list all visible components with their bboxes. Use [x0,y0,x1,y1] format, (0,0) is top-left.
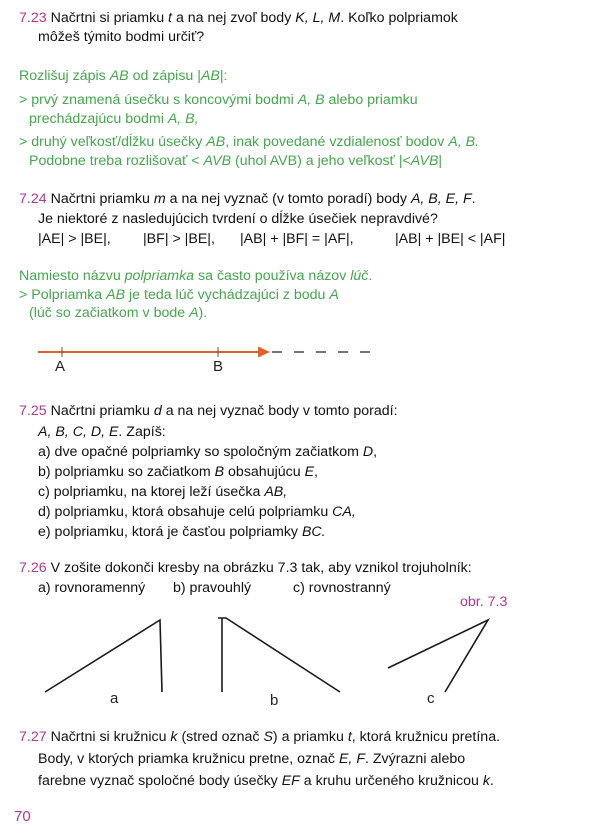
point-b-label: B [213,358,224,375]
exercise-7-25-item-d: d) polpriamku, ktorá obsahuje celú polpriamku CA, [38,504,356,520]
exercise-number: 7.27 [19,729,47,745]
figure-a-label: a [110,690,119,707]
exercise-7-25-line-2: A, B, C, D, E. Zapíš: [38,424,166,440]
exercise-7-24-line-1: 7.24 Načrtni priamku m a na nej vyznač (v tomto poradí) body A, B, E, F. [19,191,476,207]
note-segment-line-1: Rozlišuj zápis AB od zápisu |AB|: [19,68,228,84]
option-isosceles: a) rovnoramenný [38,580,146,596]
figure-b-label: b [270,692,279,709]
note-segment-line-2: > prvý znamená úsečku s koncovými bodmi A, B alebo priamku [19,92,418,108]
figure-c-lines [388,620,488,692]
exercise-7-25-item-e: e) polpriamku, ktorá je časťou polpriamky BC. [38,524,326,540]
exercise-7-25-item-c: c) polpriamku, na ktorej leží úsečka AB, [38,484,288,500]
exercise-7-27-line-2: Body, v ktorých priamka kružnicu pretne, označ E, F. Zvýrazni alebo [38,751,466,767]
note-ray-line-1: Namiesto názvu polpriamka sa často používa názov lúč. [19,268,373,284]
exercise-7-24-line-2: Je niektoré z nasledujúcich tvrdení o dĺžke úsečiek nepravdivé? [38,211,438,227]
exercise-number: 7.24 [19,191,47,207]
inequality-2: |BF| > |BE|, [143,231,215,247]
figure-a-lines [45,620,162,692]
note-ray-line-3: (lúč so začiatkom v bode A). [29,305,208,321]
page-number: 70 [14,808,31,825]
exercise-7-25-item-a: a) dve opačné polpriamky so spoločným začiatkom D, [38,444,378,460]
note-segment-line-4: > druhý veľkosť/dĺžku úsečky AB, inak povedané vzdialenosť bodov A, B. [19,134,480,150]
exercise-number: 7.25 [19,403,47,419]
inequality-1: |AE| > |BE|, [38,231,111,247]
exercise-7-25-line-1: 7.25 Načrtni priamku d a na nej vyznač body v tomto poradí: [19,403,398,419]
inequality-4: |AB| + |BE| < |AF| [395,231,506,247]
inequality-3: |AB| + |BF| = |AF|, [240,231,354,247]
exercise-7-26-line-1: 7.26 V zošite dokonči kresby na obrázku 7.3 tak, aby vznikol trojuholník: [19,560,472,576]
exercise-7-23-line-1: 7.23 Načrtni si priamku t a na nej zvoľ body K, L, M. Koľko polpriamok [19,10,458,26]
figure-b-lines [218,618,340,692]
figure-caption: obr. 7.3 [460,594,508,610]
exercise-7-23-line-2: môžeš týmito bodmi určiť? [38,29,205,45]
figure-c-label: c [427,690,435,707]
exercise-7-27-line-1: 7.27 Načrtni si kružnicu k (stred označ S) a priamku t, ktorá kružnicu pretína. [19,729,501,745]
exercise-number: 7.26 [19,560,47,576]
note-ray-line-2: > Polpriamka AB je teda lúč vychádzajúci z bodu A [19,287,339,303]
note-segment-line-5: Podobne treba rozlišovať < AVB (uhol AVB) a jeho veľkosť |<AVB| [29,153,443,169]
exercise-number: 7.23 [19,10,47,26]
option-right: b) pravouhlý [173,580,252,596]
point-a-label: A [55,358,66,375]
exercise-7-27-line-3: farebne vyznač spoločné body úsečky EF a kruhu určeného kružnicou k. [38,773,494,789]
exercise-7-25-item-b: b) polpriamku so začiatkom B obsahujúcu E, [38,464,318,480]
option-equilateral: c) rovnostranný [293,580,391,596]
note-segment-line-3: prechádzajúcu bodmi A, B, [29,111,199,127]
